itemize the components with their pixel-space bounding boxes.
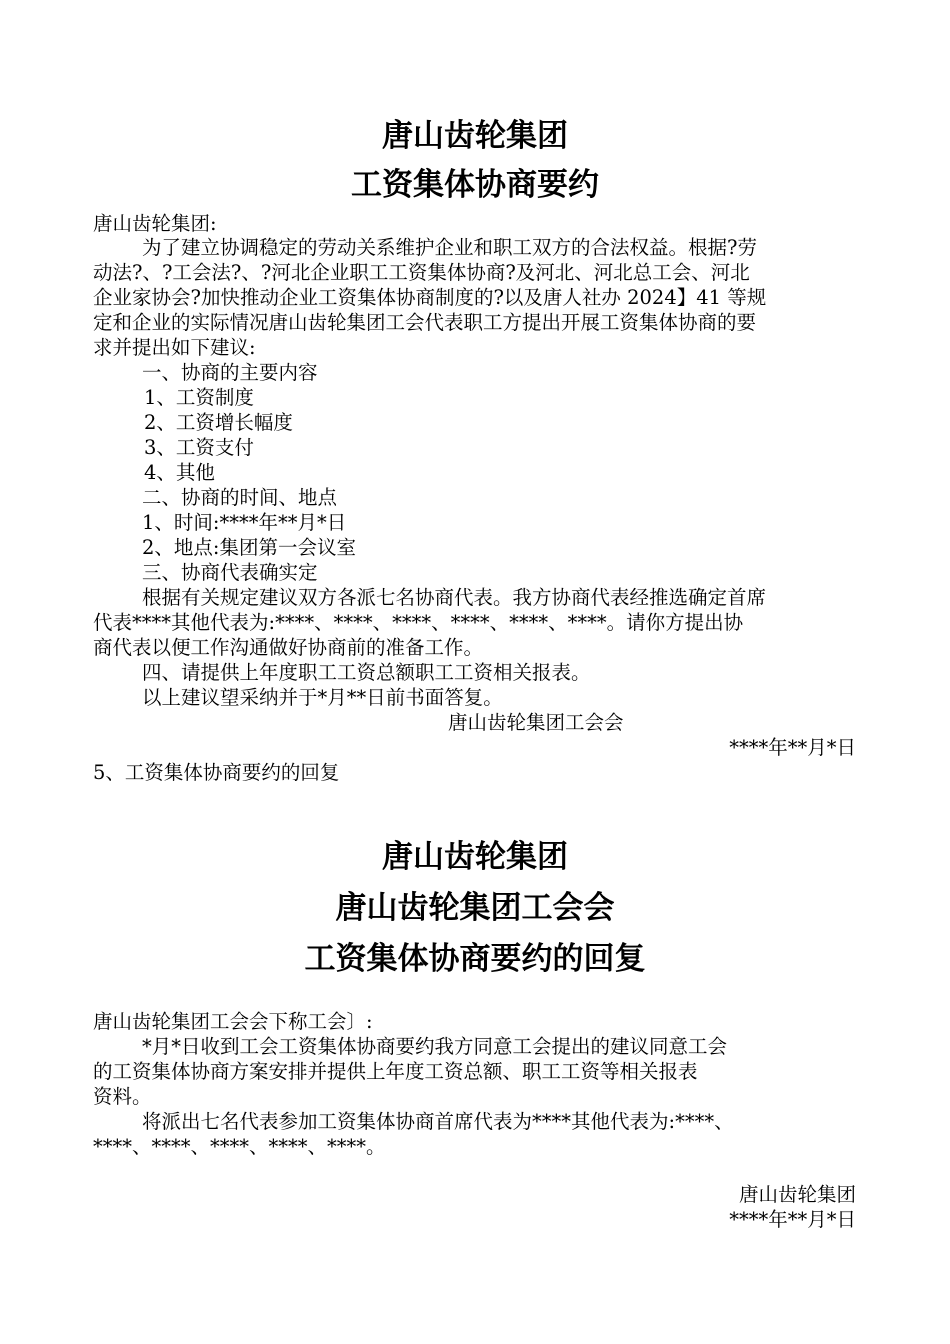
section2-item: 1、时间:****年**月*日 xyxy=(142,511,347,534)
reply-paragraph-line: 的工资集体协商方案安排并提供上年度工资总额、职工工资等相关报表 xyxy=(93,1060,698,1083)
reply-paragraph-line: 资料。 xyxy=(93,1085,152,1108)
section-label: 5、工资集体协商要约的回复 xyxy=(93,761,340,784)
proposal-paragraph-line: 动法?、?工会法?、?河北企业职工工资集体协商?及河北、河北总工会、河北 xyxy=(93,261,750,284)
section1-item: 3、工资支付 xyxy=(144,436,254,459)
reply-signature: 唐山齿轮集团 xyxy=(738,1183,856,1206)
reply-salutation: 唐山齿轮集团工会会下称工会〕: xyxy=(93,1010,373,1033)
reply-title-line2: 唐山齿轮集团工会会 xyxy=(335,890,615,926)
proposal-paragraph-line: 定和企业的实际情况唐山齿轮集团工会代表职工方提出开展工资集体协商的要 xyxy=(93,311,757,334)
section4-heading: 四、请提供上年度职工工资总额职工工资相关报表。 xyxy=(142,661,591,684)
proposal-closing: 以上建议望采纳并于*月**日前书面答复。 xyxy=(142,686,503,709)
reply-paragraph-line: *月*日收到工会工资集体协商要约我方同意工会提出的建议同意工会 xyxy=(142,1035,728,1058)
section1-item: 2、工资增长幅度 xyxy=(144,411,293,434)
section3-paragraph-line: 代表****其他代表为:****、****、****、****、****、****。请你方提出协 xyxy=(93,611,744,634)
reply-paragraph-line: 将派出七名代表参加工资集体协商首席代表为****其他代表为:****、 xyxy=(142,1110,734,1133)
proposal-salutation: 唐山齿轮集团: xyxy=(93,212,217,235)
proposal-date: ****年**月*日 xyxy=(729,736,856,759)
proposal-signature: 唐山齿轮集团工会会 xyxy=(448,711,624,734)
proposal-title-line2: 工资集体协商要约 xyxy=(351,167,599,203)
proposal-paragraph-line: 企业家协会?加快推动企业工资集体协商制度的?以及唐人社办 2024】41 等规 xyxy=(93,286,767,309)
section2-item: 2、地点:集团第一会议室 xyxy=(142,536,356,559)
section1-item: 1、工资制度 xyxy=(144,386,254,409)
proposal-paragraph-line: 为了建立协调稳定的劳动关系维护企业和职工双方的合法权益。根据?劳 xyxy=(142,236,757,259)
section1-item: 4、其他 xyxy=(144,461,215,484)
reply-title-line3: 工资集体协商要约的回复 xyxy=(304,941,646,977)
section2-heading: 二、协商的时间、地点 xyxy=(142,486,338,509)
proposal-title-line1: 唐山齿轮集团 xyxy=(382,118,568,154)
reply-date: ****年**月*日 xyxy=(729,1208,856,1231)
section3-paragraph-line: 根据有关规定建议双方各派七名协商代表。我方协商代表经推选确定首席 xyxy=(142,586,767,609)
proposal-paragraph-line: 求并提出如下建议: xyxy=(93,336,256,359)
section1-heading: 一、协商的主要内容 xyxy=(142,361,318,384)
reply-paragraph-line: ****、****、****、****、****。 xyxy=(93,1135,386,1158)
section3-heading: 三、协商代表确实定 xyxy=(142,561,318,584)
section3-paragraph-line: 商代表以便工作沟通做好协商前的准备工作。 xyxy=(93,636,484,659)
reply-title-line1: 唐山齿轮集团 xyxy=(382,839,568,875)
